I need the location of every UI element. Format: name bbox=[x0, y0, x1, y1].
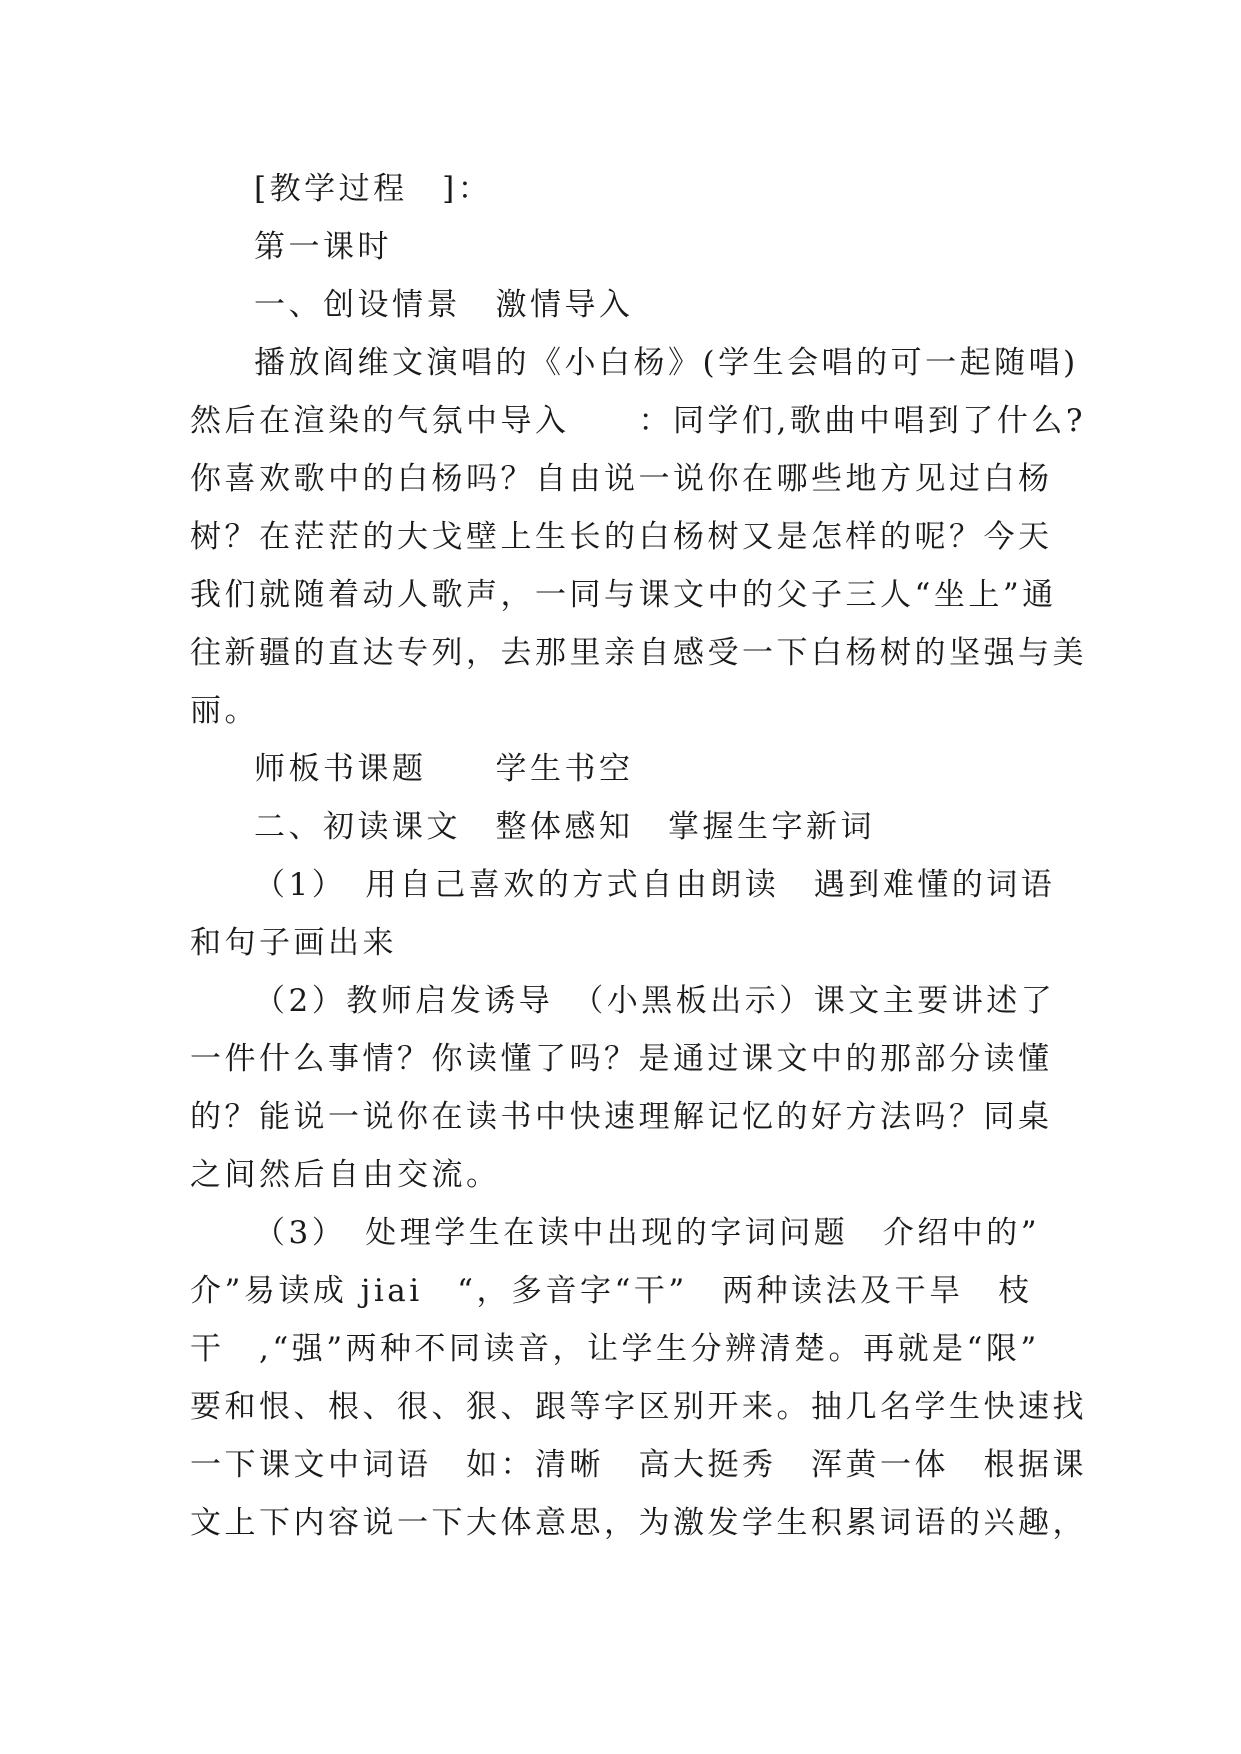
paragraph-line: 往新疆的直达专列，去那里亲自感受一下白杨树的坚强与美 bbox=[190, 635, 1087, 671]
paragraph-line: 我们就随着动人歌声，一同与课文中的父子三人“坐上”通 bbox=[190, 577, 1057, 613]
step-two-heading: 二、初读课文 整体感知 掌握生字新词 bbox=[254, 809, 875, 845]
paragraph-line: 你喜欢歌中的白杨吗？自由说一说你在哪些地方见过白杨 bbox=[190, 461, 1053, 497]
paragraph-line: 之间然后自由交流。 bbox=[190, 1157, 501, 1193]
paragraph-line: （1） 用自己喜欢的方式自由朗读 遇到难懂的词语 bbox=[254, 867, 1056, 903]
paragraph-line: （3） 处理学生在读中出现的字词问题 介绍中的” bbox=[254, 1215, 1041, 1251]
paragraph-line: 一件什么事情？你读懂了吗？是通过课文中的那部分读懂 bbox=[190, 1041, 1053, 1077]
paragraph-line: 和句子画出来 bbox=[190, 925, 397, 961]
lesson-period-heading: 第一课时 bbox=[254, 229, 392, 265]
document-body bbox=[190, 160, 1087, 1552]
step-one-heading: 一、创设情景 激情导入 bbox=[254, 287, 634, 323]
paragraph-line: 一下课文中词语 如：清晰 高大挺秀 浑黄一体 根据课 bbox=[190, 1447, 1087, 1483]
paragraph-line: 干 ,“强”两种不同读音，让学生分辨清楚。再就是“限” bbox=[190, 1331, 1040, 1367]
paragraph-line: 播放阎维文演唱的《小白杨》(学生会唱的可一起随唱) bbox=[254, 345, 1079, 381]
paragraph-line: 树？在茫茫的大戈壁上生长的白杨树又是怎样的呢？今天 bbox=[190, 519, 1053, 555]
paragraph-line: 然后在渲染的气氛中导入 ：同学们,歌曲中唱到了什么? bbox=[190, 403, 1086, 439]
paragraph-line: （2）教师启发诱导 （小黑板出示）课文主要讲述了 bbox=[254, 983, 1056, 1019]
paragraph-line: 文上下内容说一下大体意思，为激发学生积累词语的兴趣， bbox=[190, 1505, 1087, 1541]
section-heading-teaching-process: [教学过程 ]： bbox=[254, 171, 493, 207]
paragraph-line: 的？能说一说你在读书中快速理解记忆的好方法吗？同桌 bbox=[190, 1099, 1053, 1135]
paragraph-line: 介”易读成 jiai “，多音字“干” 两种读法及干旱 枝 bbox=[190, 1273, 1033, 1309]
paragraph-line: 丽。 bbox=[190, 693, 259, 729]
paragraph-line: 师板书课题 学生书空 bbox=[254, 751, 634, 787]
paragraph-line: 要和恨、根、很、狠、跟等字区别开来。抽几名学生快速找 bbox=[190, 1389, 1087, 1425]
